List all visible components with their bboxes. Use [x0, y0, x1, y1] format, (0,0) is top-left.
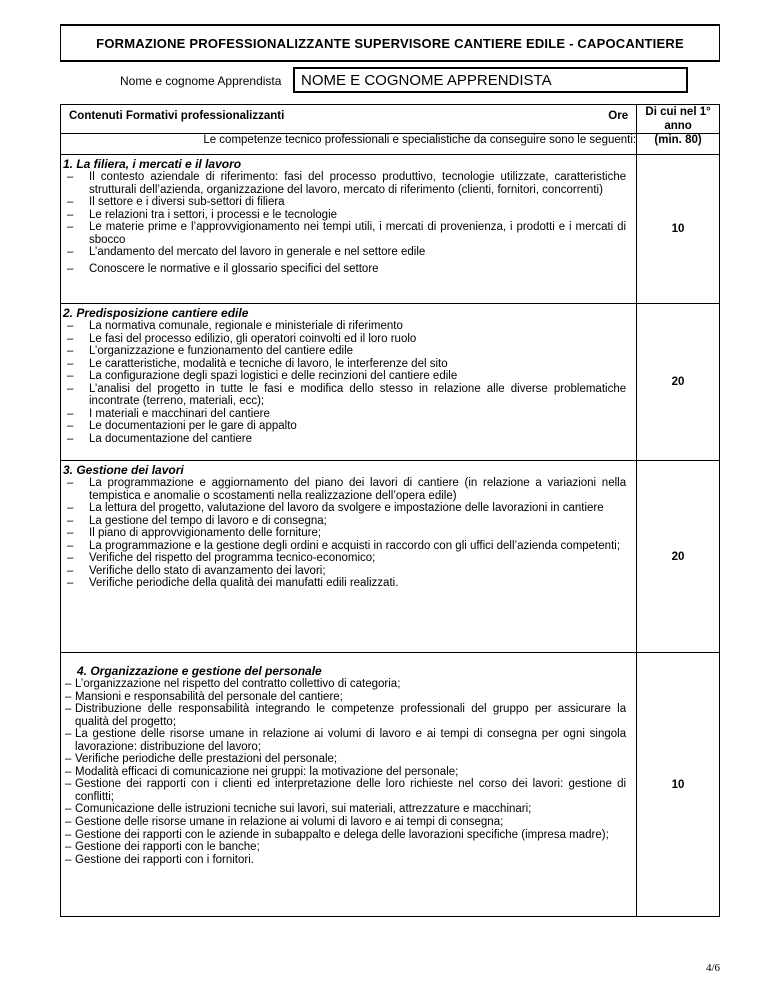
list-item: – La gestione delle risorse umane in relazione ai volumi di lavoro e ai tempi di consegna per ogni singola lavorazione: distribuzione del lavoro;	[63, 728, 626, 753]
list-item: – I materiali e macchinari del cantiere	[63, 408, 626, 421]
section-4-hours: 10	[637, 653, 720, 917]
list-item: – Le relazioni tra i settori, i processi e le tecnologie	[63, 209, 626, 222]
list-item: – La programmazione e la gestione degli ordini e acquisti in raccordo con gli uffici dell’azienda competenti;	[63, 540, 626, 553]
section-3	[61, 461, 637, 653]
list-item: – Il piano di approvvigionamento delle forniture;	[63, 527, 626, 540]
list-item: – Verifiche periodiche delle prestazioni del personale;	[63, 753, 626, 766]
section-2	[61, 304, 637, 461]
list-item: – Il contesto aziendale di riferimento: fasi del processo produttivo, tecnologie utilizzate, caratteristiche strutturali dell’azienda, organizzazione del lavoro, mercato di riferimento (clienti, fornitori, concorrenti)	[63, 171, 626, 196]
min-hours-cell	[637, 134, 720, 155]
training-contents-table	[60, 104, 720, 917]
list-item: – Gestione dei rapporti con i clienti ed interpretazione delle loro richieste nel corso dei lavori: gestione di conflitti;	[63, 778, 626, 803]
section-1-list	[63, 171, 626, 275]
list-item: – Gestione dei rapporti con le aziende in subappalto e delega delle lavorazioni specifiche (impresa madre);	[63, 829, 626, 842]
section-3-hours: 20	[637, 461, 720, 653]
list-item: – Verifiche periodiche della qualità dei manufatti edili realizzati.	[63, 577, 626, 590]
list-item: – Distribuzione delle responsabilità integrando le competenze professionali del gruppo per assicurare la qualità del progetto;	[63, 703, 626, 728]
list-item: – La programmazione e aggiornamento del piano dei lavori di cantiere (in relazione a variazioni nella tempistica e anomalie o scostamenti nella realizzazione dell’opera edile)	[63, 477, 626, 502]
document-title: FORMAZIONE PROFESSIONALIZZANTE SUPERVISORE CANTIERE EDILE - CAPOCANTIERE	[96, 35, 684, 51]
list-item: – Comunicazione delle istruzioni tecniche sui lavori, sui materiali, attrezzature e macchinari;	[63, 803, 626, 816]
list-item: – Modalità efficaci di comunicazione nei gruppi: la motivazione del personale;	[63, 766, 626, 779]
list-item: – Le caratteristiche, modalità e tecniche di lavoro, le interferenze del sito	[63, 358, 626, 371]
list-item: – L’analisi del progetto in tutte le fasi e modifica dello stesso in relazione alle diverse problematiche incontrate (terreno, materiali, ecc);	[63, 383, 626, 408]
section-3-list	[63, 477, 626, 590]
section-1	[61, 155, 637, 304]
list-item: – Il settore e i diversi sub-settori di filiera	[63, 196, 626, 209]
min-hours-label: (min. 80)	[654, 134, 702, 146]
header-first-year-label: Di cui nel 1° anno	[645, 106, 711, 132]
apprentice-name-field[interactable]: NOME E COGNOME APPRENDISTA	[293, 67, 688, 93]
section-4-title: 4. Organizzazione e gestione del personale	[77, 664, 322, 678]
intro-cell	[61, 134, 637, 155]
list-item: – Gestione dei rapporti con le banche;	[63, 841, 626, 854]
list-item: – Le fasi del processo edilizio, gli operatori coinvolti ed il loro ruolo	[63, 333, 626, 346]
header-contents-label: Contenuti Formativi professionalizzanti	[69, 110, 285, 122]
section-2-list	[63, 320, 626, 445]
list-item: – La configurazione degli spazi logistici e delle recinzioni del cantiere edile	[63, 370, 626, 383]
list-item: – L’organizzazione e funzionamento del cantiere edile	[63, 345, 626, 358]
list-item: – Verifiche del rispetto del programma tecnico-economico;	[63, 552, 626, 565]
list-item: – Le documentazioni per le gare di appalto	[63, 420, 626, 433]
section-4	[61, 653, 637, 917]
list-item: – La documentazione del cantiere	[63, 433, 626, 446]
header-hours-label: Ore	[608, 110, 629, 122]
section-2-hours: 20	[637, 304, 720, 461]
header-contents-cell	[61, 105, 637, 134]
list-item: – Verifiche dello stato di avanzamento dei lavori;	[63, 565, 626, 578]
section-4-list	[63, 678, 626, 866]
apprentice-name-label: Nome e cognome Apprendista	[120, 74, 282, 88]
section-3-title: 3. Gestione dei lavori	[63, 463, 184, 477]
list-item: – Le materie prime e l’approvvigionamento nei tempi utili, i mercati di provenienza, i prodotti e i mercati di sbocco	[63, 221, 626, 246]
section-2-title: 2. Predisposizione cantiere edile	[63, 306, 249, 320]
list-item: – Gestione dei rapporti con i fornitori.	[63, 854, 626, 867]
list-item: – L’organizzazione nel rispetto del contratto collettivo di categoria;	[63, 678, 626, 691]
intro-text: Le competenze tecnico professionali e specialistiche da conseguire sono le seguenti:	[203, 134, 637, 146]
list-item: – La gestione del tempo di lavoro e di consegna;	[63, 515, 626, 528]
section-1-hours: 10	[637, 155, 720, 304]
list-item: – La lettura del progetto, valutazione del lavoro da svolgere e impostazione delle lavorazioni in cantiere	[63, 502, 626, 515]
section-1-title: 1. La filiera, i mercati e il lavoro	[63, 157, 242, 171]
list-item: – Mansioni e responsabilità del personale del cantiere;	[63, 691, 626, 704]
header-first-year-cell	[637, 105, 720, 134]
document-title-box	[60, 24, 720, 62]
list-item: – Conoscere le normative e il glossario specifici del settore	[63, 263, 626, 276]
list-item: – Gestione delle risorse umane in relazione ai volumi di lavoro e ai tempi di consegna;	[63, 816, 626, 829]
list-item: – La normativa comunale, regionale e ministeriale di riferimento	[63, 320, 626, 333]
page-number: 4/6	[705, 962, 720, 974]
list-item: – L’andamento del mercato del lavoro in generale e nel settore edile	[63, 246, 626, 259]
